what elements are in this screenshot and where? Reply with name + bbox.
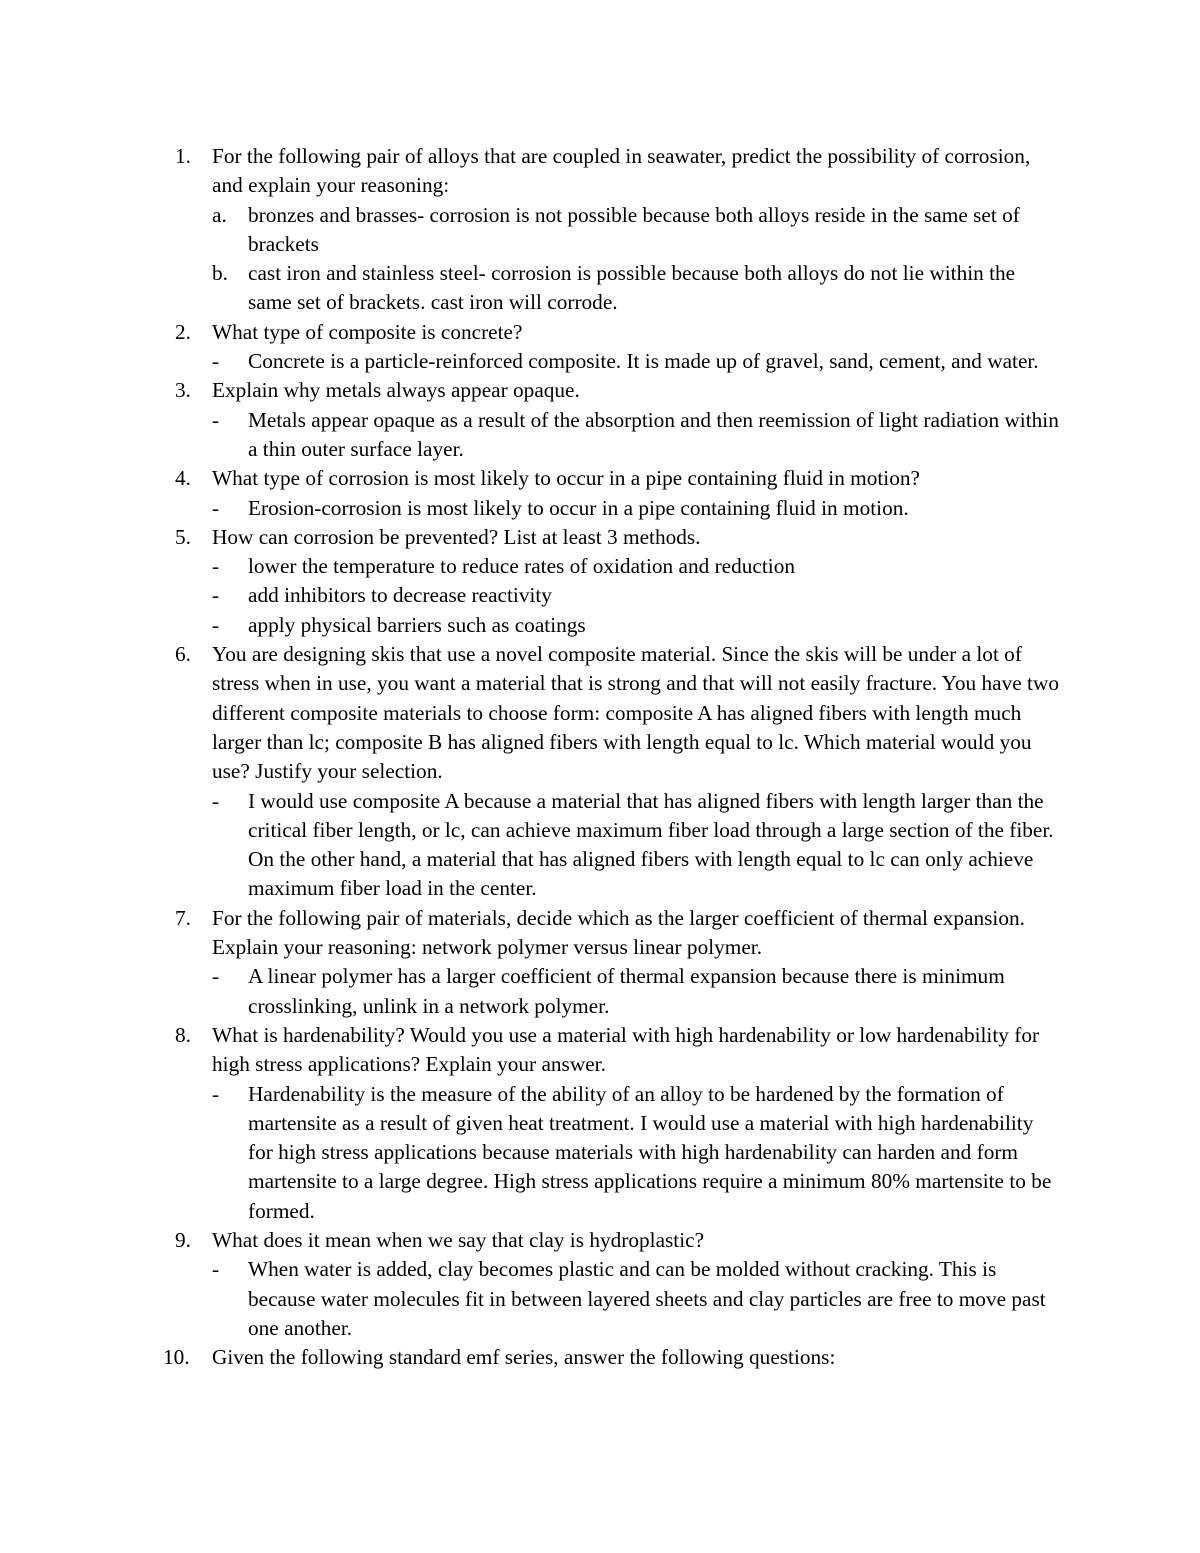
question-number: 9. [175, 1227, 191, 1252]
question-text: For the following pair of materials, decide which as the larger coefficient of thermal expansion. Explain your reasoning: network polymer versus linear polymer. [212, 905, 1025, 960]
question-3 [0, 376, 1062, 405]
answer-item [0, 406, 1062, 465]
question-text: What is hardenability? Would you use a material with high hardenability or low hardenability for high stress applications? Explain your answer. [212, 1022, 1040, 1077]
answer-marker: - [212, 612, 220, 637]
answer-item [0, 962, 1062, 1021]
question-number: 8. [175, 1022, 191, 1047]
question-number: 3. [175, 378, 191, 403]
question-9 [0, 1226, 1062, 1255]
answer-marker: - [212, 554, 220, 579]
answer-text: Concrete is a particle-reinforced composite. It is made up of gravel, sand, cement, and water. [248, 349, 1039, 374]
answer-marker: - [212, 1257, 220, 1282]
answer-marker: a. [212, 202, 227, 227]
question-7 [0, 904, 1062, 963]
answer-item [0, 581, 1062, 610]
question-number: 4. [175, 466, 191, 491]
question-number: 6. [175, 642, 191, 667]
question-text: How can corrosion be prevented? List at least 3 methods. [212, 524, 701, 549]
answer-text: apply physical barriers such as coatings [248, 612, 586, 637]
answer-item [0, 552, 1062, 581]
answer-item [0, 259, 1062, 318]
answer-marker: - [212, 583, 220, 608]
question-number: 1. [175, 144, 191, 168]
question-text: What does it mean when we say that clay is hydroplastic? [212, 1227, 705, 1252]
question-text: You are designing skis that use a novel composite material. Since the skis will be under a lot of stress when in use, you want a material that is strong and that will not easily fracture. You have two different composite materials to choose form: composite A has aligned fibers with length much larger than lc; composite B has aligned fibers with length equal to lc. Which material would you use? Justify your selection. [212, 642, 1059, 784]
answer-text: When water is added, clay becomes plastic and can be molded without cracking. This is because water molecules fit in between layered sheets and clay particles are free to move past one another. [248, 1257, 1046, 1340]
question-number: 2. [175, 319, 191, 344]
answer-item [0, 347, 1062, 376]
question-1 [0, 142, 1062, 201]
question-number: 5. [175, 524, 191, 549]
answer-text: bronzes and brasses- corrosion is not possible because both alloys reside in the same set of brackets [248, 202, 1020, 256]
answer-item [0, 1080, 1062, 1226]
answer-text: Erosion-corrosion is most likely to occur in a pipe containing fluid in motion. [248, 495, 909, 520]
question-5 [0, 523, 1062, 552]
answer-text: add inhibitors to decrease reactivity [248, 583, 552, 608]
question-list [0, 142, 1200, 1372]
answer-marker: - [212, 407, 220, 432]
answer-text: Hardenability is the measure of the ability of an alloy to be hardened by the formation of martensite as a result of given heat treatment. I would use a material with high hardenability for high stress applications because materials with high hardenability can harden and form martensite to a large degree. High stress applications require a minimum 80% martensite to be formed. [248, 1081, 1052, 1223]
answer-text: Metals appear opaque as a result of the absorption and then reemission of light radiation within a thin outer surface layer. [248, 407, 1059, 461]
answer-marker: - [212, 495, 220, 520]
question-text: Explain why metals always appear opaque. [212, 378, 580, 403]
answer-text: I would use composite A because a material that has aligned fibers with length larger than the critical fiber length, or lc, can achieve maximum fiber load through a large section of the fiber. On the other hand, a material that has aligned fibers with length equal to lc can only achieve maximum fiber load in the center. [248, 788, 1054, 901]
answer-item [0, 611, 1062, 640]
answer-text: lower the temperature to reduce rates of oxidation and reduction [248, 554, 795, 579]
question-8 [0, 1021, 1062, 1080]
question-10 [0, 1343, 1062, 1372]
answer-marker: - [212, 788, 220, 813]
answer-marker: - [212, 349, 220, 374]
answer-item [0, 201, 1062, 260]
answer-marker: - [212, 1081, 220, 1106]
question-number: 10. [163, 1345, 190, 1370]
question-2 [0, 318, 1062, 347]
answer-item [0, 787, 1062, 904]
answer-text: cast iron and stainless steel- corrosion is possible because both alloys do not lie within the same set of brackets. cast iron will corrode. [248, 261, 1016, 315]
question-text: Given the following standard emf series, answer the following questions: [212, 1345, 836, 1370]
answer-text: A linear polymer has a larger coefficient of thermal expansion because there is minimum crosslinking, unlink in a network polymer. [248, 964, 1005, 1018]
answer-marker: b. [212, 261, 228, 286]
answer-item [0, 494, 1062, 523]
question-number: 7. [175, 905, 191, 930]
question-text: What type of corrosion is most likely to occur in a pipe containing fluid in motion? [212, 466, 920, 491]
question-text: For the following pair of alloys that are coupled in seawater, predict the possibility of corrosion, and explain your reasoning: [212, 144, 1031, 198]
question-4 [0, 464, 1062, 493]
question-6 [0, 640, 1062, 786]
answer-marker: - [212, 964, 220, 989]
answer-item [0, 1255, 1062, 1343]
question-text: What type of composite is concrete? [212, 319, 523, 344]
